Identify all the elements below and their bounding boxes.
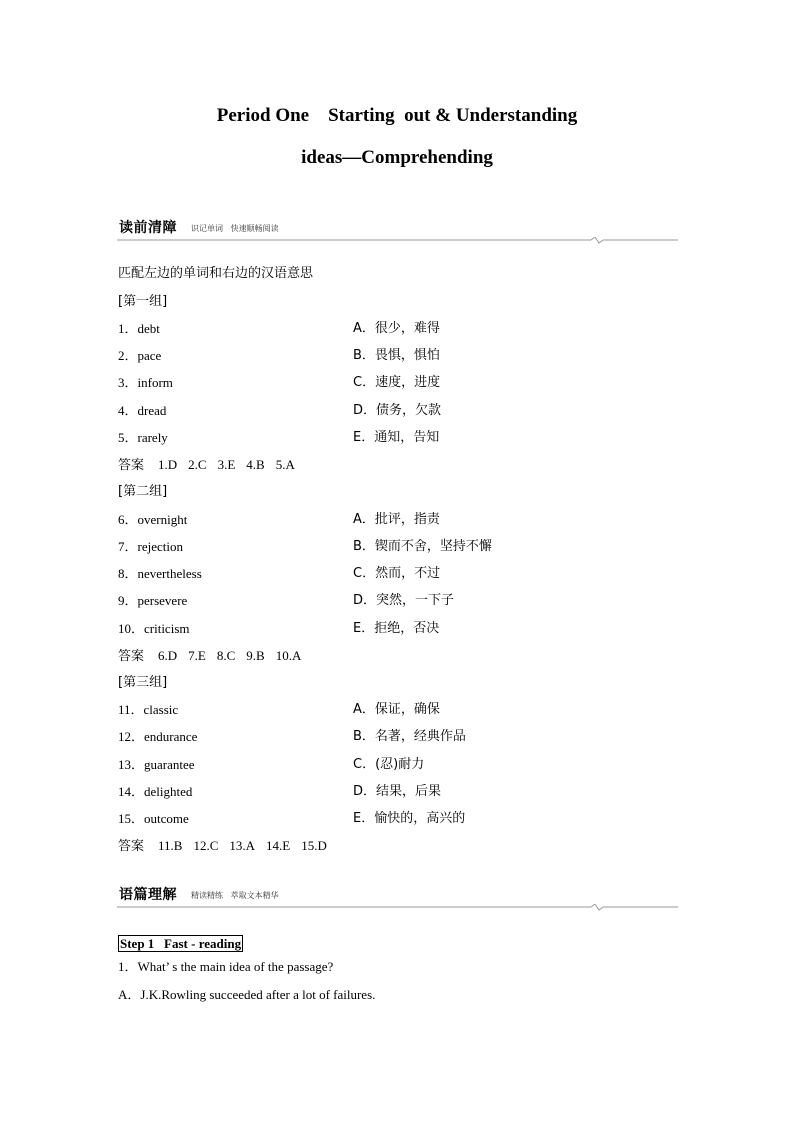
answer-item: 9.B — [246, 648, 265, 663]
group-label: [第二组] — [118, 484, 168, 499]
meaning-item: B．畏惧，惧怕 — [353, 348, 440, 363]
section-heading: 语篇理解 — [119, 887, 177, 903]
meaning-item: E．愉快的，高兴的 — [353, 811, 466, 826]
page-title-line-1: Period One Starting out & Understanding — [216, 105, 578, 126]
answer-item: 3.E — [217, 457, 236, 472]
meaning-item: B．锲而不舍，坚持不懈 — [353, 539, 492, 554]
instruction-text: 匹配左边的单词和右边的汉语意思 — [118, 266, 314, 281]
meaning-item: D．结果，后果 — [353, 784, 442, 799]
answer-item: 11.B — [158, 838, 183, 853]
section-banner-text-comprehension — [117, 884, 678, 910]
meaning-item: C．然而，不过 — [353, 566, 441, 581]
meaning-item: A．很少，难得 — [353, 321, 440, 336]
answer-item: 1.D — [158, 457, 178, 472]
group-label: [第三组] — [118, 675, 168, 690]
meaning-item: C．(忍)耐力 — [353, 757, 425, 772]
section-divider-line — [117, 904, 678, 912]
word-item: 13．guarantee — [118, 757, 195, 772]
meaning-item: A．保证，确保 — [353, 702, 440, 717]
answer-item: 12.C — [193, 838, 219, 853]
word-item: 5．rarely — [118, 430, 168, 445]
section-divider-line — [117, 237, 678, 245]
answer-label: 答案 — [118, 458, 145, 473]
answer-item: 7.E — [188, 648, 206, 663]
word-item: 15．outcome — [118, 811, 189, 826]
word-item: 12．endurance — [118, 729, 198, 744]
word-item: 9．persevere — [118, 593, 188, 608]
meaning-item: C．速度，进度 — [353, 375, 441, 390]
word-item: 2．pace — [118, 348, 162, 363]
meaning-item: D．债务，欠款 — [353, 403, 442, 418]
answer-label: 答案 — [118, 839, 145, 854]
meaning-item: D．突然，一下子 — [353, 593, 455, 608]
meaning-item: E．通知，告知 — [353, 430, 440, 445]
meaning-item: A．批评，指责 — [353, 512, 440, 527]
word-item: 10．criticism — [118, 621, 190, 636]
word-item: 14．delighted — [118, 784, 193, 799]
word-item: 8．nevertheless — [118, 566, 202, 581]
answer-line — [118, 648, 312, 665]
answer-item: 6.D — [158, 648, 178, 663]
word-item: 7．rejection — [118, 539, 183, 554]
word-item: 11．classic — [118, 702, 179, 717]
answer-item: 2.C — [188, 457, 207, 472]
answer-line — [118, 838, 338, 855]
word-item: 6．overnight — [118, 512, 188, 527]
answer-item: 4.B — [246, 457, 265, 472]
section-subtitle: 精读精练 萃取文本精华 — [191, 891, 279, 900]
answer-item: 13.A — [229, 838, 256, 853]
meaning-item: B．名著，经典作品 — [353, 729, 466, 744]
section-heading: 读前清障 — [119, 220, 177, 236]
word-item: 1．debt — [118, 321, 160, 336]
option-a: A．J.K.Rowling succeeded after a lot of failures. — [118, 987, 376, 1002]
word-item: 3．inform — [118, 375, 173, 390]
group-label: [第一组] — [118, 294, 168, 309]
meaning-item: E．拒绝，否决 — [353, 621, 440, 636]
answer-item: 10.A — [275, 648, 302, 663]
answer-item: 8.C — [216, 648, 236, 663]
answer-line — [118, 457, 306, 474]
section-subtitle: 识记单词 快速顺畅阅读 — [191, 224, 279, 233]
answer-item: 5.A — [275, 457, 295, 472]
answer-item: 14.E — [266, 838, 291, 853]
answer-item: 15.D — [301, 838, 327, 853]
word-item: 4．dread — [118, 403, 167, 418]
question-text: 1．What’ s the main idea of the passage? — [118, 959, 334, 974]
step-label: Step 1 Fast - reading — [120, 936, 242, 951]
section-banner-pre-reading — [117, 217, 678, 243]
answer-label: 答案 — [118, 649, 145, 664]
page-title-line-2: ideas—Comprehending — [301, 147, 493, 168]
